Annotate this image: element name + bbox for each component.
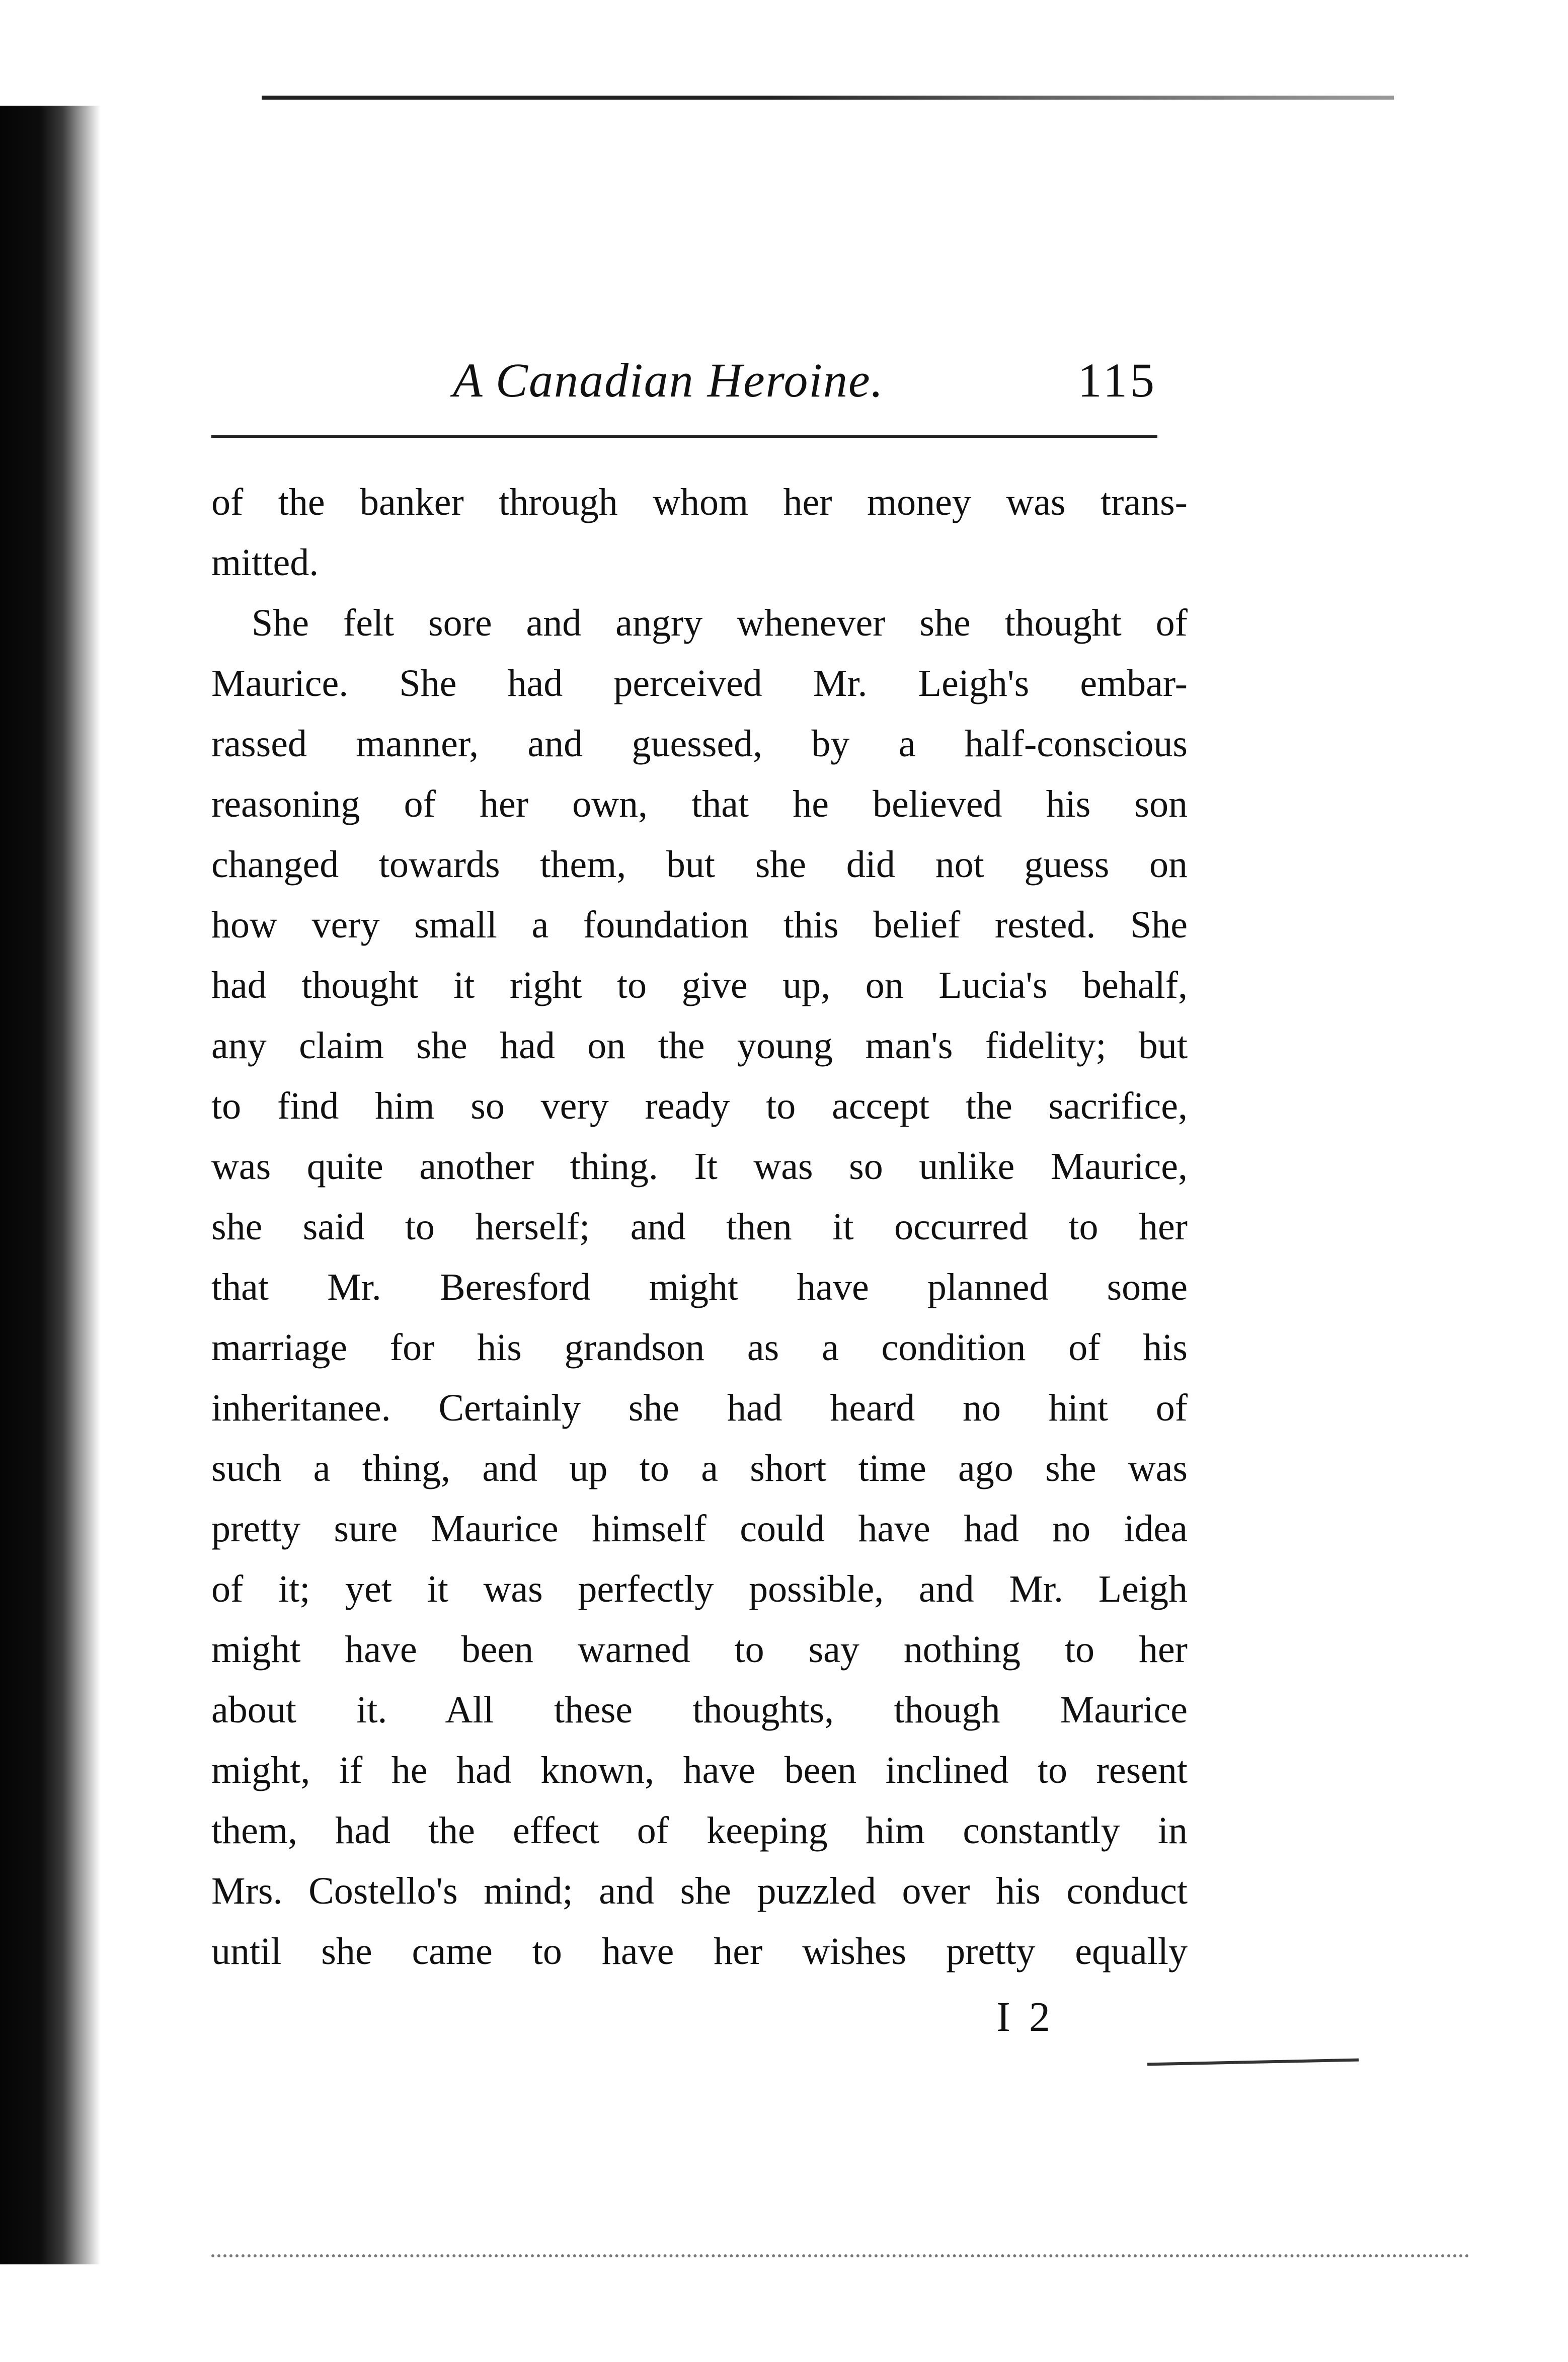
text-line: of it; yet it was perfectly possible, and Mr. Leigh: [211, 1568, 1188, 1610]
text-line: changed towards them, but she did not guess on: [211, 843, 1188, 886]
text-line: them, had the effect of keeping him constantly in: [211, 1809, 1188, 1852]
body-text: [211, 472, 1188, 1982]
text-line: about it. All these thoughts, though Maurice: [211, 1689, 1188, 1731]
text-line: Mrs. Costello's mind; and she puzzled over his conduct: [211, 1870, 1188, 1912]
text-line: any claim she had on the young man's fidelity; but: [211, 1025, 1188, 1067]
text-line: Maurice. She had perceived Mr. Leigh's embar-: [211, 662, 1188, 704]
text-line: reasoning of her own, that he believed his son: [211, 783, 1188, 825]
text-line: was quite another thing. It was so unlike Maurice,: [211, 1145, 1188, 1188]
text-line: rassed manner, and guessed, by a half-conscious: [211, 723, 1188, 765]
text-line: mitted.: [211, 541, 319, 584]
header-rule: [211, 435, 1157, 438]
text-line: of the banker through whom her money was trans-: [211, 481, 1188, 523]
text-line: how very small a foundation this belief rested. She: [211, 904, 1188, 946]
bottom-scan-mark: [1147, 2059, 1359, 2066]
text-line: that Mr. Beresford might have planned some: [211, 1266, 1188, 1308]
text-line: until she came to have her wishes pretty equally: [211, 1930, 1188, 1973]
text-line: might, if he had known, have been inclined to resent: [211, 1749, 1188, 1791]
text-line: might have been warned to say nothing to her: [211, 1628, 1188, 1671]
bottom-scan-dots: [211, 2254, 1469, 2259]
text-line: marriage for his grandson as a condition of his: [211, 1326, 1188, 1369]
text-line: pretty sure Maurice himself could have had no idea: [211, 1508, 1188, 1550]
top-scan-rule: [262, 96, 1394, 100]
running-title: A Canadian Heroine.: [453, 353, 884, 407]
text-line: had thought it right to give up, on Lucia's behalf,: [211, 964, 1188, 1006]
page-header: [211, 352, 1157, 423]
signature-mark: I 2: [996, 1994, 1054, 2040]
text-line: She felt sore and angry whenever she thought of: [252, 602, 1188, 644]
binding-shadow: [0, 106, 101, 2264]
text-line: to find him so very ready to accept the sacrifice,: [211, 1085, 1188, 1127]
page-number: 115: [1077, 353, 1157, 407]
text-line: she said to herself; and then it occurred to her: [211, 1206, 1188, 1248]
text-line: such a thing, and up to a short time ago she was: [211, 1447, 1188, 1489]
text-line: inheritanee. Certainly she had heard no hint of: [211, 1387, 1188, 1429]
